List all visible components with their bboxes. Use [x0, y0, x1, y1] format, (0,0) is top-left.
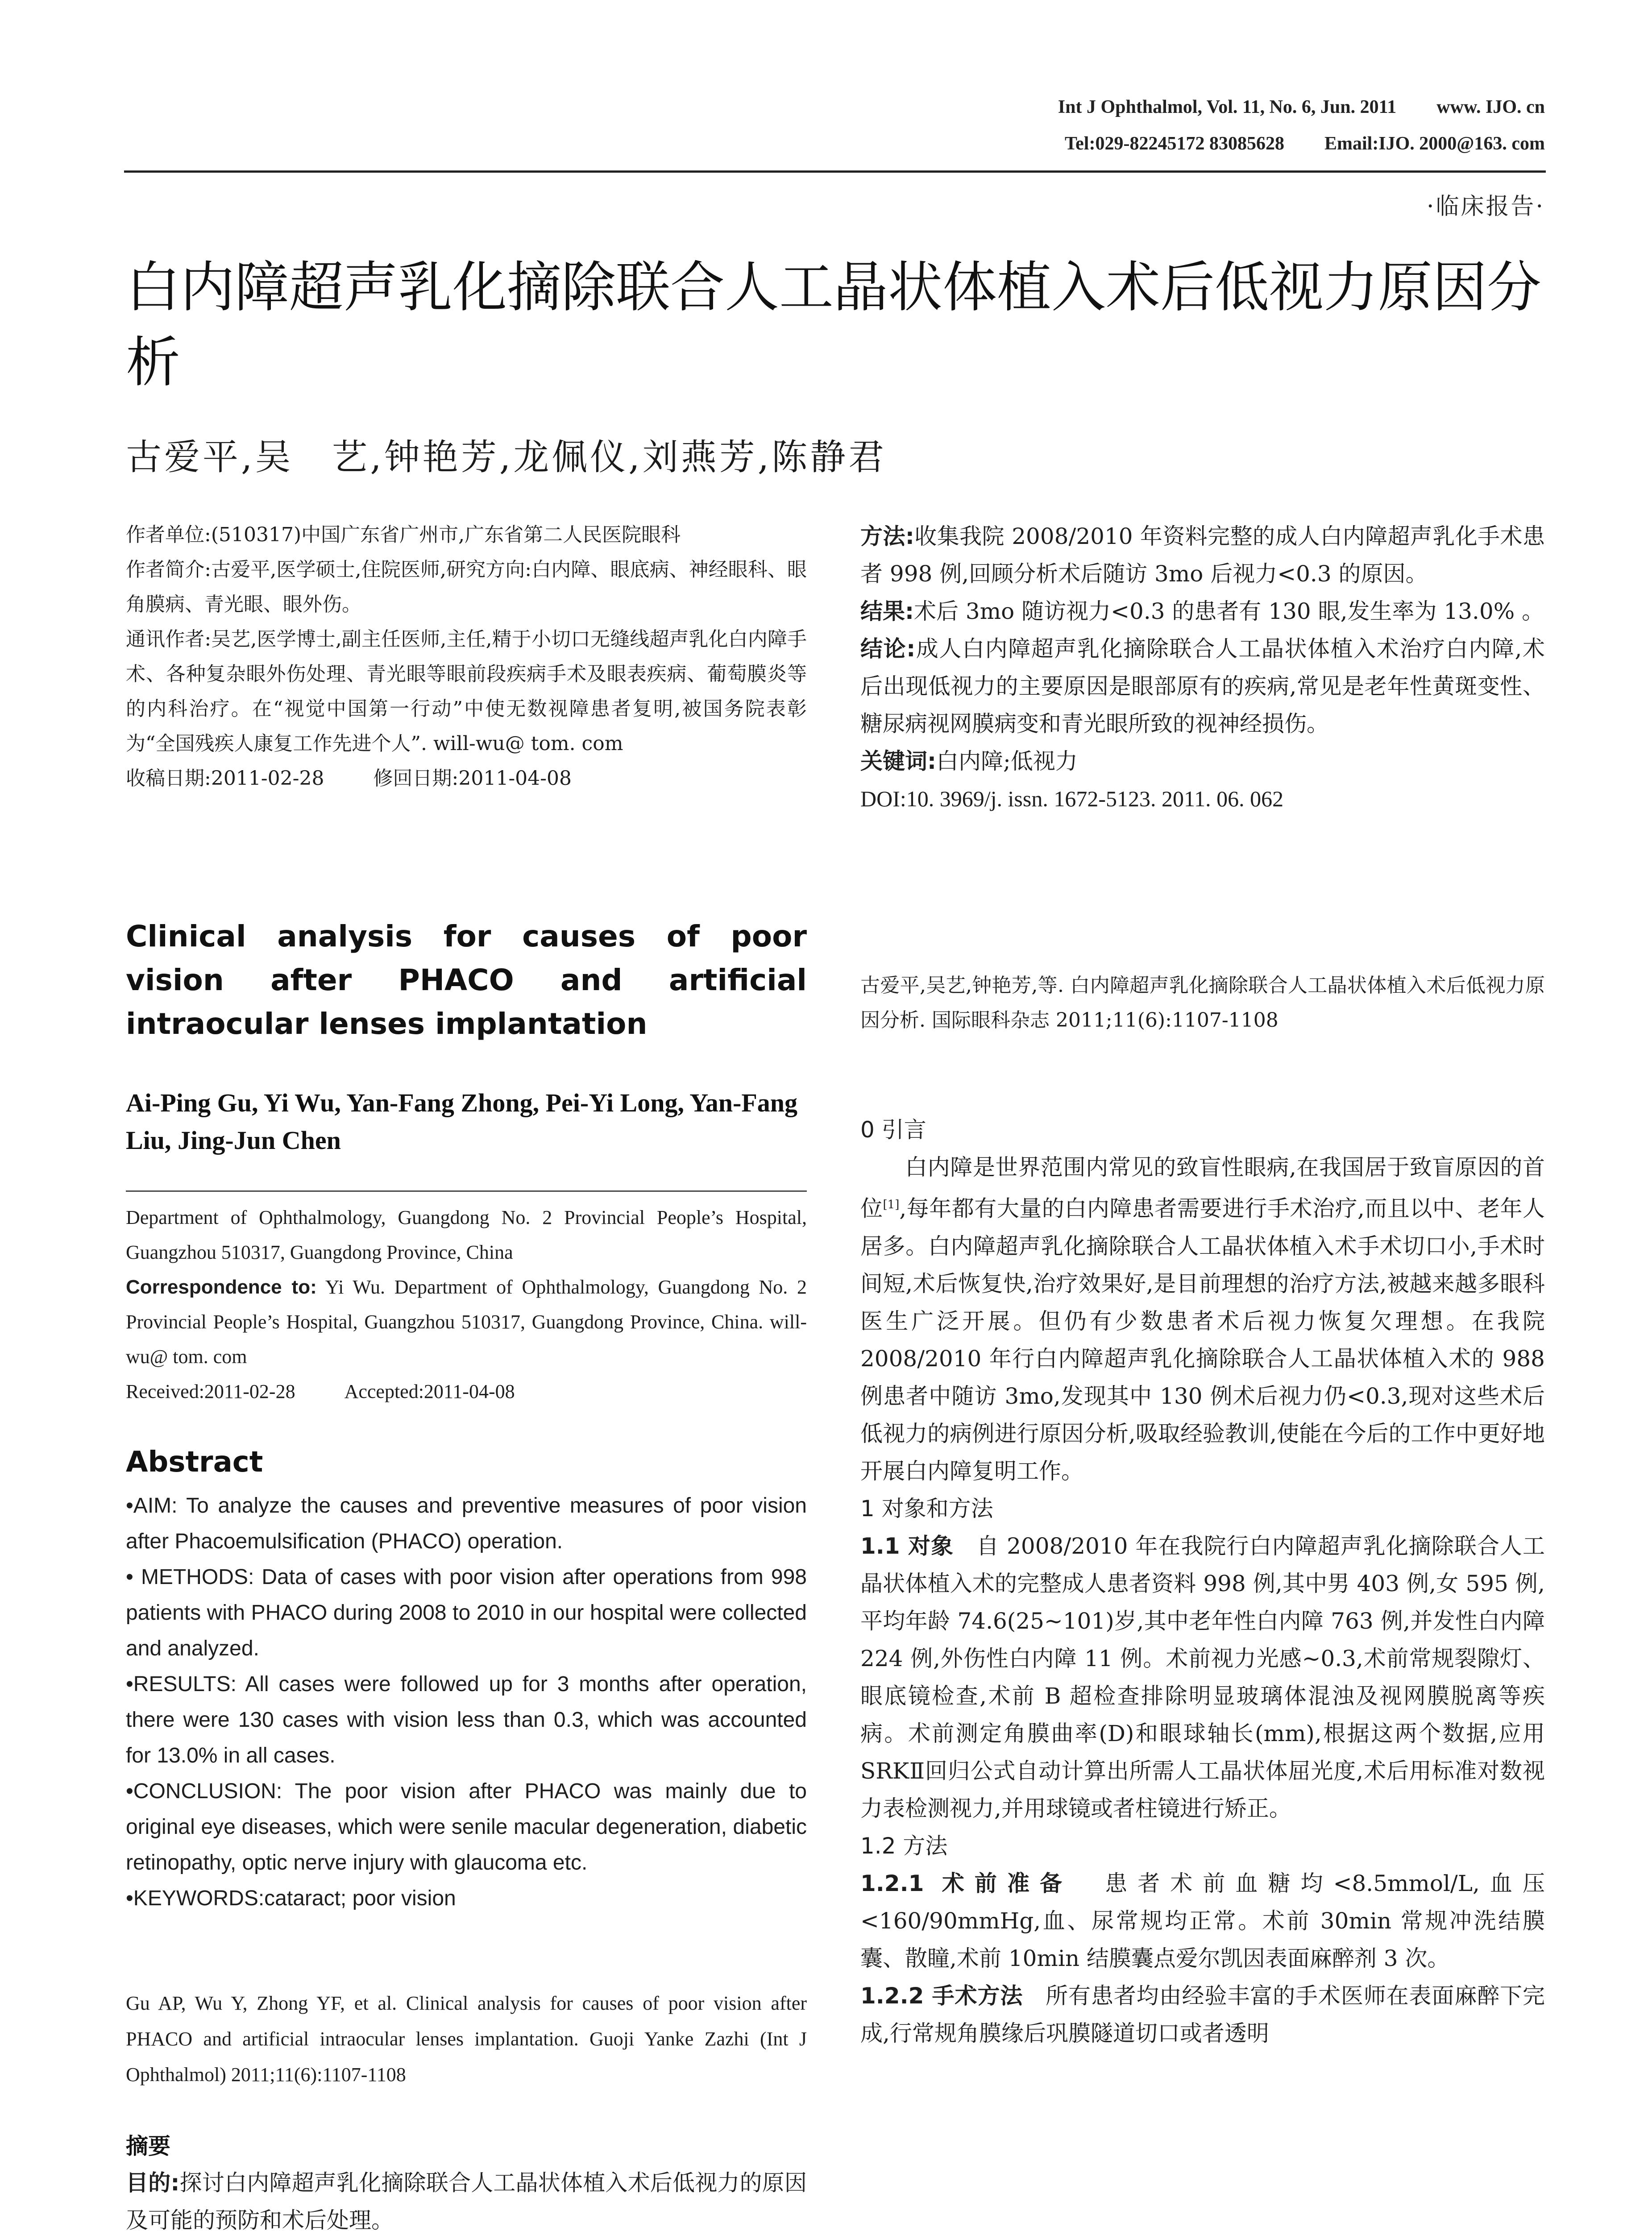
- zh-abstract-heading: 摘要: [126, 2133, 170, 2159]
- abstract-keywords: •KEYWORDS:cataract; poor vision: [126, 1887, 456, 1910]
- correspondence-label: Correspondence to:: [126, 1276, 317, 1298]
- dates-en: [126, 1374, 807, 1409]
- zh-results-label: 结果:: [860, 598, 914, 624]
- objects-paragraph: [860, 1527, 1545, 1827]
- prep-text: 患者术前血糖均<8.5mmol/L,血压<160/90mmHg,血、尿常规均正常。术前 30min 常规冲洗结膜囊、散瞳,术前 10min 结膜囊点爱尔凯因表面麻醉剂 3 次。: [860, 1870, 1545, 1971]
- zh-abstract-right: [860, 518, 1545, 817]
- zh-aim: [126, 2164, 807, 2231]
- english-citation: Gu AP, Wu Y, Zhong YF, et al. Clinical analysis for causes of poor vision after PHACO and artificial intraocular lenses implantation. Guoji Yanke Zazhi (Int J Ophthalmol) 2011;11(6):1107-1108: [126, 1992, 807, 2086]
- prep-paragraph: [860, 1865, 1545, 1977]
- zh-methods-text: 收集我院 2008/2010 年资料完整的成人白内障超声乳化手术患者 998 例,回顾分析术后随访 3mo 后视力<0.3 的原因。: [860, 523, 1545, 587]
- journal-email: Email:IJO. 2000@163. com: [1324, 133, 1545, 154]
- contact-header: [1025, 130, 1545, 157]
- intro-text-a: 白内障是世界范围内常见的致盲性眼病,在我国居于致盲原因的首位: [860, 1154, 1545, 1222]
- journal-header: [1018, 94, 1545, 120]
- abstract-methods: • METHODS: Data of cases with poor vision after operations from 998 patients with PHACO during 2008 to 2010 in our hospital were collected and analyzed.: [126, 1565, 807, 1660]
- zh-citation: 古爱平,吴艺,钟艳芳,等. 白内障超声乳化摘除联合人工晶状体植入术后低视力原因分析. 国际眼科杂志 2011;11(6):1107-1108: [860, 974, 1545, 1032]
- author-info: [126, 518, 807, 796]
- journal-tel: Tel:029-82245172 83085628: [1065, 133, 1284, 154]
- received-zh: 收稿日期:2011-02-28: [126, 767, 324, 790]
- correspondence-en: [126, 1270, 807, 1374]
- objects-text: 自 2008/2010 年在我院行白内障超声乳化摘除联合人工晶状体植入术的完整成人患者资料 998 例,其中男 403 例,女 595 例,平均年龄 74.6(25~101)岁,其中老年性白内障 763 例,并发性白内障 224 例,外伤性白内障 11 例。术前视力光感~0.3,术前常规裂隙灯、眼底镜检查,术前 B 超检查排除明显玻璃体混浊及视网膜脱离等疾病。术前测定角膜曲率(D)和眼球轴长(mm),根据这两个数据,应用 SRKⅡ回归公式自动计算出所需人工晶状体屈光度,术后用标准对数视力表检测视力,并用球镜或者柱镜进行矫正。: [860, 1533, 1545, 1821]
- correspondence-text: Yi Wu. Department of Ophthalmology, Guangdong No. 2 Provincial People’s Hospital, Guangzhou 510317, Guangdong Province, China. will-wu@ tom. com: [126, 1276, 807, 1368]
- department: Department of Ophthalmology, Guangdong No. 2 Provincial People’s Hospital, Guangzhou 510317, Guangdong Province, China: [126, 1207, 807, 1263]
- accepted-en: Accepted:2011-04-08: [344, 1381, 515, 1402]
- abstract-heading: Abstract: [126, 1446, 263, 1479]
- abstract-results: •RESULTS: All cases were followed up for 3 months after operation, there were 130 cases with vision less than 0.3, which was accounted for 13.0% in all cases.: [126, 1672, 807, 1767]
- zh-results-text: 术后 3mo 随访视力<0.3 的患者有 130 眼,发生率为 13.0% 。: [914, 598, 1544, 624]
- journal-website: www. IJO. cn: [1436, 97, 1545, 117]
- zh-keywords-text: 白内障;低视力: [936, 748, 1078, 774]
- ref-link-1[interactable]: [1]: [883, 1198, 900, 1211]
- section-intro-heading: 0 引言: [860, 1117, 926, 1143]
- dates-zh: [126, 761, 807, 796]
- affiliation: 作者单位:(510317)中国广东省广州市,广东省第二人民医院眼科: [126, 523, 681, 546]
- zh-conclusion-text: 成人白内障超声乳化摘除联合人工晶状体植入术治疗白内障,术后出现低视力的主要原因是眼部原有的疾病,常见是老年性黄斑变性、糖尿病视网膜病变和青光眼所致的视神经损伤。: [860, 636, 1545, 737]
- abstract-aim: •AIM: To analyze the causes and preventive measures of poor vision after Phacoemulsification (PHACO) operation.: [126, 1494, 807, 1553]
- article-title: 白内障超声乳化摘除联合人工晶状体植入术后低视力原因分析: [126, 256, 1541, 394]
- zh-aim-label: 目的:: [126, 2170, 180, 2196]
- surgery-paragraph: [860, 1977, 1545, 2052]
- section-tag: ·临床报告·: [1426, 193, 1545, 220]
- abstract-conclusion: •CONCLUSION: The poor vision after PHACO was mainly due to original eye diseases, which were senile macular degeneration, diabetic retinopathy, optic nerve injury with glaucoma etc.: [126, 1779, 807, 1874]
- section-methods-heading: 1 对象和方法: [860, 1495, 993, 1522]
- subsection-prep: 1.2.1 术前准备: [860, 1870, 1073, 1896]
- subsection-methods: 1.2 方法: [860, 1833, 948, 1859]
- english-authors: Ai-Ping Gu, Yi Wu, Yan-Fang Zhong, Pei-Yi Long, Yan-Fang Liu, Jing-Jun Chen: [126, 1088, 798, 1155]
- zh-conclusion-label: 结论:: [860, 636, 916, 662]
- subsection-objects: 1.1 对象: [860, 1533, 954, 1559]
- zh-aim-text: 探讨白内障超声乳化摘除联合人工晶状体植入术后低视力的原因及可能的预防和术后处理。: [126, 2170, 807, 2231]
- intro-paragraph: [860, 1149, 1545, 1490]
- english-affiliation: [126, 1200, 807, 1409]
- revised-zh: 修回日期:2011-04-08: [373, 767, 572, 790]
- zh-keywords-label: 关键词:: [860, 748, 936, 774]
- english-abstract: [126, 1488, 807, 1916]
- journal-info: Int J Ophthalmol, Vol. 11, No. 6, Jun. 2011: [1058, 97, 1397, 117]
- divider: [126, 1190, 807, 1192]
- header-rule: [124, 170, 1546, 173]
- surgery-text: 所有患者均由经验丰富的手术医师在表面麻醉下完成,行常规角膜缘后巩膜隧道切口或者透明: [860, 1982, 1545, 2046]
- doi: DOI:10. 3969/j. issn. 1672-5123. 2011. 06. 062: [860, 786, 1284, 811]
- received-en: Received:2011-02-28: [126, 1381, 295, 1402]
- article-body: [860, 1111, 1545, 2052]
- subsection-surgery: 1.2.2 手术方法: [860, 1982, 1023, 2009]
- article-authors: 古爱平,吴 艺,钟艳芳,龙佩仪,刘燕芳,陈静君: [126, 436, 887, 478]
- author-bio: 作者简介:古爱平,医学硕士,住院医师,研究方向:白内障、眼底病、神经眼科、眼角膜病、青光眼、眼外伤。: [126, 558, 807, 616]
- english-title: Clinical analysis for causes of poor vision after PHACO and artificial intraocular lenses implantation: [126, 919, 807, 1041]
- zh-methods-label: 方法:: [860, 523, 914, 549]
- intro-text-b: ,每年都有大量的白内障患者需要进行手术治疗,而且以中、老年人居多。白内障超声乳化摘除联合人工晶状体植入术手术切口小,手术时间短,术后恢复快,治疗效果好,是目前理想的治疗方法,被越来越多眼科医生广泛开展。但仍有少数患者术后视力恢复欠理想。在我院 2008/2010 年行白内障超声乳化摘除联合人工晶状体植入术的 988 例患者中随访 3mo,发现其中 130 例术后视力仍<0.3,现对这些术后低视力的病例进行原因分析,吸取经验教训,使能在今后的工作中更好地开展白内障复明工作。: [860, 1195, 1545, 1484]
- correspondence-zh: 通讯作者:吴艺,医学博士,副主任医师,主任,精于小切口无缝线超声乳化白内障手术、各种复杂眼外伤处理、青光眼等眼前段疾病手术及眼表疾病、葡萄膜炎等的内科治疗。在“视觉中国第一行动”中使无数视障患者复明,被国务院表彰为“全国残疾人康复工作先进个人”. will-wu@ tom. com: [126, 628, 807, 755]
